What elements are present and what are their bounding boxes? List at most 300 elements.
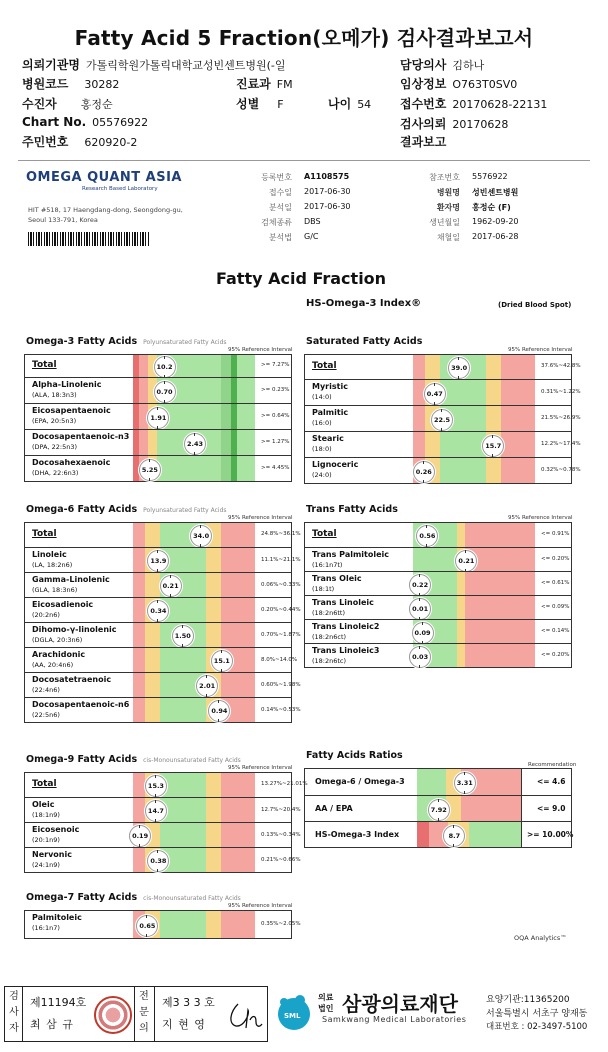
gauge-segment [413,432,425,457]
row-name: Trans Linoleic3 (18:2n6tc) [312,646,380,665]
row-name: Palmitoleic (16:1n7) [32,913,82,932]
value-dial: 0.03 [409,646,431,668]
lab-info-label: 분석법 [268,233,292,242]
section-title: Trans Fatty Acids [306,504,398,515]
lab-info-label: 등록번호 [261,173,292,182]
reference-range: 37.6%~42.8% [541,363,581,369]
lab-logo: OMEGA QUANT ASIA [26,170,182,185]
gauge-segment [465,644,535,667]
value-dial: 10.2 [154,356,176,378]
table-row [305,595,571,619]
lab-info-label: 접수일 [268,188,292,197]
ref-interval-header: 95% Reference Interval [508,347,573,353]
patient-info-label: 채혈일 [436,233,460,242]
specialist-signature [226,994,264,1034]
hs-index-label: HS-Omega-3 Index® [306,298,422,309]
reference-range: 0.70%~1.87% [261,631,301,638]
lab-address-2: Seoul 133-791, Korea [28,216,98,224]
row-name: Stearic (18:0) [312,434,344,453]
gauge-segment [221,404,231,429]
value-dial: 1.91 [147,407,169,429]
reference-range: 0.13%~0.34% [261,831,301,838]
value-dial: 22.5 [431,409,453,431]
value-dial: 0.26 [413,461,435,483]
ref-interval-header: 95% Reference Interval [228,347,293,353]
lab-info-value: DBS [304,217,321,226]
table-row [305,547,571,571]
gauge-segment [206,848,221,872]
table-row [305,405,581,431]
ratio-dial: 7.92 [428,799,450,821]
ratio-dial: 3.31 [454,772,476,794]
reference-range: <= 0.20% [541,556,570,562]
ratio-name: AA / EPA [315,804,353,813]
gauge-segment [413,548,457,571]
row-name: Linoleic (LA, 18:2n6) [32,550,73,569]
reference-range: 12.7%~20.4% [261,806,301,813]
gauge-segment [133,523,145,547]
value-dial: 0.38 [147,850,169,872]
reference-range: 0.21%~0.66% [261,856,301,863]
gauge-segment [145,673,160,697]
report-title: Fatty Acid 5 Fraction(오메가) 검사결과보고서 [74,26,534,50]
gauge-segment [486,380,501,405]
reference-range: <= 0.61% [541,580,570,586]
header-sex: 성별 F [236,97,284,111]
reference-range: 0.35%~2.05% [261,920,301,927]
gauge-segment [237,404,255,429]
gauge-segment [465,620,535,643]
header-institution: 의뢰기관명 가톨릭학원가톨릭대학교성빈센트병원(-일 [22,58,286,72]
gauge-segment [457,644,466,667]
gauge-segment [501,458,535,483]
fatty-acid-table [24,522,301,723]
gauge-segment [157,456,220,481]
ratio-table [304,768,572,848]
org-phone: 대표번호 : 02-3497-5100 [486,1022,588,1032]
table-row [305,769,571,795]
header-chart-no: Chart No. 05576922 [22,115,149,129]
gauge-bar [133,823,255,847]
divider [521,796,522,821]
value-dial: 1.50 [172,625,194,647]
gauge-segment [139,378,148,403]
row-name: Oleic (18:1n9) [32,800,60,819]
ratio-dial: 8.7 [443,825,465,847]
row-name: Trans Oleic (18:1t) [312,574,362,593]
header-hospital-code: 병원코드 30282 [22,77,120,91]
gauge-segment [139,430,148,455]
value-dial: 0.70 [154,381,176,403]
gauge-segment [221,430,231,455]
patient-info-label: 참조번호 [429,173,460,182]
inspector-name: 최 삼 규 [30,1018,74,1031]
table-row [25,377,291,403]
divider [22,986,23,1042]
report-card [20,166,586,966]
divider [521,822,522,847]
org-name: 삼광의료재단 [342,992,458,1016]
row-name: Total [32,779,57,789]
gauge-segment [457,596,466,619]
ref-interval-header: 95% Reference Interval [228,515,293,521]
row-name: Dihomo-γ-linolenic (DGLA, 20:3n6) [32,625,117,644]
reference-range: 0.20%~0.44% [261,606,301,613]
ratio-recommendation: <= 4.6 [537,777,566,786]
table-row [25,622,301,647]
divider [154,986,155,1042]
value-dial: 0.94 [208,700,230,722]
recommendation-header: Recommendation [528,762,577,768]
gauge-bar [133,355,255,377]
gauge-segment [221,911,255,938]
table-row [25,697,301,722]
row-name: Nervonic (24:1n9) [32,850,72,869]
lab-info-label: 검체종류 [261,218,292,227]
signature-footer [4,986,604,1048]
gauge-segment [206,548,221,572]
value-dial: 0.21 [455,550,477,572]
reference-range: <= 0.09% [541,604,570,610]
reference-range: 0.06%~0.33% [261,581,301,588]
gauge-segment [133,698,145,722]
gauge-bar [133,573,255,597]
gauge-segment [221,798,255,822]
fatty-acid-table [24,910,301,939]
value-dial: 5.25 [139,459,161,481]
gauge-segment [221,848,255,872]
gauge-segment [465,596,535,619]
gauge-segment [160,648,206,672]
value-dial: 0.21 [160,575,182,597]
table-row [25,647,298,672]
value-dial: 39.0 [448,357,470,379]
ratio-recommendation: >= 10.00% [527,830,574,839]
gauge-segment [133,773,145,797]
reference-range: >= 4.45% [261,465,290,471]
gauge-bar [413,596,535,619]
section-title: Omega-6 Fatty Acids Polyunsaturated Fatty Acids [26,504,227,515]
table-row [25,429,291,455]
divider [521,769,522,795]
gauge-segment [501,432,535,457]
gauge-segment [133,623,145,647]
gauge-segment [221,598,255,622]
gauge-bar [133,648,255,672]
patient-info-value: 홍정순 (F) [472,203,511,212]
lab-logo-sub: Research Based Laboratory [82,186,158,192]
patient-info-value: 2017-06-28 [472,232,519,241]
gauge-segment [206,623,221,647]
gauge-bar [413,432,535,457]
value-dial: 13.9 [147,550,169,572]
reference-range: >= 0.64% [261,413,290,419]
table-row [25,572,301,597]
row-name: Eicosenoic (20:1n9) [32,825,80,844]
divider [18,160,590,161]
table-row [25,822,301,847]
value-dial: 0.65 [136,915,158,937]
table-row [305,355,581,379]
row-name: Arachidonic (AA, 20:4n6) [32,650,86,669]
gauge-segment [425,432,440,457]
gauge-segment [145,623,160,647]
gauge-segment [206,598,221,622]
gauge-bar [133,623,255,647]
gauge-segment [440,380,486,405]
gauge-segment [145,523,160,547]
gauge-segment [465,523,535,547]
header-result-report: 결과보고 [400,135,447,149]
reference-range: 8.0%~14.0% [261,656,298,663]
value-dial: 2.43 [184,433,206,455]
table-row [305,523,571,547]
fatty-acid-table [24,772,308,873]
section-title: Fatty Acids Ratios [306,750,403,761]
gauge-segment [160,823,206,847]
row-name: Total [312,529,337,539]
reference-range: 21.5%~26.9% [541,415,581,421]
table-row [25,455,291,481]
gauge-segment [206,911,221,938]
gauge-segment [145,698,160,722]
table-row [25,597,301,622]
gauge-segment [139,355,148,377]
table-row [305,431,581,457]
lab-info-label: 분석일 [268,203,292,212]
row-name: Lignoceric (24:0) [312,460,359,479]
table-row [25,847,301,872]
gauge-segment [133,848,145,872]
gauge-segment [413,355,425,379]
gauge-bar [133,378,255,403]
gauge-bar [417,822,521,847]
lab-info-value: A1108575 [304,172,350,181]
reference-range: 0.14%~0.53% [261,706,301,713]
gauge-segment [457,620,466,643]
gauge-segment [440,432,486,457]
fatty-acid-table [304,522,572,668]
ref-interval-header: 95% Reference Interval [228,903,293,909]
gauge-segment [440,458,486,483]
value-dial: 15.1 [211,650,233,672]
value-dial: 0.34 [147,600,169,622]
gauge-segment [221,378,231,403]
gauge-segment [139,404,148,429]
specialist-label: 전문의 [139,991,149,1034]
header-department: 진료과 FM [236,77,293,91]
value-dial: 14.7 [145,800,167,822]
value-dial: 0.09 [412,622,434,644]
reference-range: 11.1%~21.1% [261,556,301,563]
row-name: Trans Linoleic2 (18:2n6ct) [312,622,380,641]
table-row [305,795,571,821]
reference-range: 12.2%~17.4% [541,441,581,447]
ref-interval-header: 95% Reference Interval [508,515,573,521]
patient-info-label: 생년월일 [429,218,460,227]
header-request-date: 검사의뢰 20170628 [400,117,509,131]
reference-range: 24.8%~36.1% [261,531,301,537]
gauge-bar [413,572,535,595]
header-age: 나이 54 [328,97,372,111]
row-name: Eicosapentaenoic (EPA, 20:5n3) [32,406,111,425]
row-name: Total [32,529,57,539]
table-row [305,571,571,595]
report-heading: Fatty Acid Fraction [216,269,387,288]
table-row [25,773,308,797]
ratio-name: HS-Omega-3 Index [315,830,400,839]
table-row [25,547,301,572]
agency-code: 요양기관:11365200 [486,995,570,1005]
section-title: Omega-3 Fatty Acids Polyunsaturated Fatty Acids [26,336,227,347]
row-name: Total [32,360,57,370]
table-row [305,379,581,405]
specimen-type: (Dried Blood Spot) [498,301,572,309]
row-name: Trans Palmitoleic (16:1n7t) [312,550,390,569]
gauge-segment [237,355,255,377]
inspector-no: 제11194호 [30,996,87,1009]
gauge-segment [148,430,158,455]
reference-range: 0.32%~0.78% [541,467,581,473]
gauge-segment [221,573,255,597]
ref-interval-header: 95% Reference Interval [228,765,293,771]
gauge-segment [486,406,501,431]
reference-range: <= 0.91% [541,531,570,537]
reference-range: >= 7.27% [261,362,290,368]
gauge-segment [206,773,221,797]
specialist-name: 지 현 영 [162,1018,206,1031]
gauge-segment [206,798,221,822]
row-name: Total [312,361,337,371]
gauge-segment [237,378,255,403]
row-name: Alpha-Linolenic (ALA, 18:3n3) [32,380,102,399]
gauge-segment [457,572,466,595]
gauge-segment [221,523,255,547]
gauge-segment [206,823,221,847]
specialist-no: 제3 3 3 호 [162,996,215,1009]
row-name: Docosatetraenoic (22:4n6) [32,675,112,694]
gauge-bar [133,673,255,697]
header-doctor: 담당의사 김하나 [400,58,485,72]
sml-logo-text: SML [284,1012,301,1020]
value-dial: 0.56 [416,525,438,547]
gauge-segment [221,823,255,847]
gauge-segment [133,798,145,822]
gauge-segment [501,355,535,379]
org-name-en: Samkwang Medical Laboratories [322,1015,467,1024]
header-clinical-info: 임상정보 O763T0SV0 [400,77,518,91]
gauge-segment [417,822,429,847]
section-title: Saturated Fatty Acids [306,336,423,347]
gauge-segment [221,673,255,697]
gauge-segment [413,406,425,431]
table-row [305,457,581,483]
gauge-segment [237,430,255,455]
table-row [25,911,301,938]
gauge-segment [501,406,535,431]
reference-range: 0.31%~1.22% [541,389,581,395]
row-name: Palmitic (16:0) [312,408,349,427]
section-title: Omega-9 Fatty Acids cis-Monounsaturated Fatty Acids [26,754,241,765]
gauge-segment [133,573,145,597]
gauge-segment [457,523,466,547]
lab-info-value: G/C [304,232,319,241]
gauge-segment [133,598,145,622]
org-type: 의료 법인 [318,993,334,1013]
gauge-segment [206,573,221,597]
row-name: Eicosadienoic (20:2n6) [32,600,94,619]
reference-range: 0.60%~1.98% [261,681,301,688]
row-name: Docosapentaenoic-n6 (22:5n6) [32,700,130,719]
ratio-recommendation: <= 9.0 [537,804,566,813]
table-row [305,643,571,667]
patient-info-value: 1962-09-20 [472,217,519,226]
value-dial: 0.47 [424,383,446,405]
lab-address-1: HIT #518, 17 Haengdang-dong, Seongdong-gu, [28,206,183,214]
reference-range: >= 1.27% [261,439,290,445]
gauge-segment [133,548,145,572]
row-name: Docosahexaenoic (DHA, 22:6n3) [32,458,111,477]
inspector-label: 검사자 [9,991,19,1034]
gauge-segment [133,673,145,697]
gauge-segment [417,769,446,795]
header-receipt-no: 접수번호 20170628-22131 [400,97,548,111]
gauge-segment [145,648,160,672]
gauge-segment [465,572,535,595]
row-name: Myristic (14:0) [312,382,348,401]
sml-logo-icon [274,992,314,1032]
value-dial: 2.01 [196,675,218,697]
patient-info-value: 5576922 [472,172,508,181]
table-row [305,619,571,643]
gauge-bar [133,698,255,722]
table-row [25,355,291,377]
gauge-segment [221,548,255,572]
gauge-segment [425,355,440,379]
gauge-segment [501,380,535,405]
patient-info-label: 환자명 [436,203,460,212]
reference-range: >= 0.23% [261,387,290,393]
gauge-segment [145,573,160,597]
lab-info-value: 2017-06-30 [304,202,351,211]
gauge-bar [413,644,535,667]
section-title: Omega-7 Fatty Acids cis-Monounsaturated Fatty Acids [26,892,241,903]
oqa-footer: OQA Analytics™ [514,934,567,942]
header-resident-no: 주민번호 620920-2 [22,135,138,149]
fatty-acid-table [304,354,581,484]
header-patient: 수진자 홍정순 [22,97,113,111]
value-dial: 34.0 [190,525,212,547]
table-row [305,821,574,847]
value-dial: 0.19 [129,825,151,847]
table-row [25,403,291,429]
lab-info-value: 2017-06-30 [304,187,351,196]
row-name: Docosapentaenoic-n3 (DPA, 22:5n3) [32,432,130,451]
value-dial: 15.7 [482,435,504,457]
gauge-segment [160,698,206,722]
org-address: 서울특별시 서초구 양재동 [486,1009,588,1019]
inspector-seal [94,996,132,1034]
value-dial: 15.3 [145,775,167,797]
patient-info-label: 병원명 [436,188,460,197]
reference-range: <= 0.20% [541,652,570,658]
gauge-bar [413,355,535,379]
barcode [28,232,150,246]
patient-info-value: 성빈센트병원 [472,188,519,197]
table-row [25,797,301,822]
gauge-segment [221,355,231,377]
gauge-segment [461,796,521,821]
